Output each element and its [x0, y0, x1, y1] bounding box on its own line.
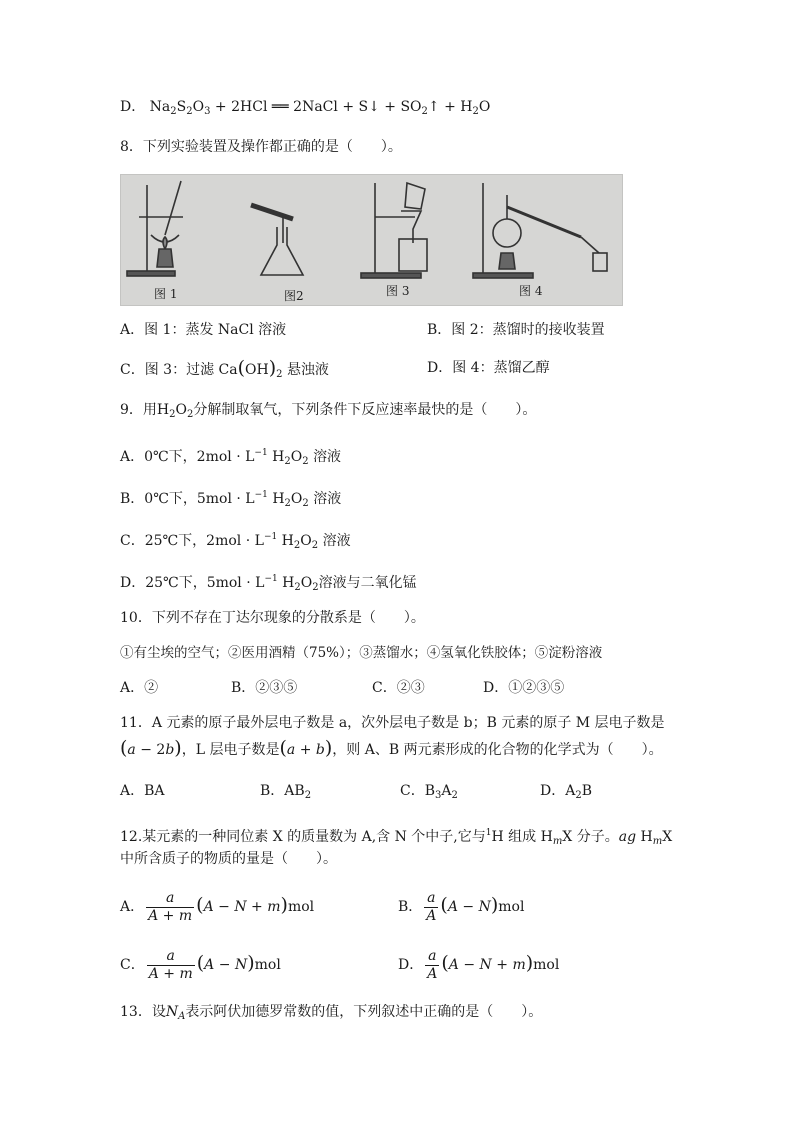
fig3-pour-beaker	[405, 183, 425, 209]
apparatus-drawing	[121, 175, 622, 305]
fig3-base	[361, 273, 421, 278]
fig3-caption: 图 3	[386, 284, 410, 298]
q13-stem: 13．设$N_A$表示阿伏加德罗常数的值，下列叙述中正确的是（ ）。	[120, 1004, 543, 1022]
q11-option-b: B．$AB_2$	[260, 783, 312, 801]
q10-option-a: A．②	[120, 680, 159, 696]
q11-option-a: A．BA	[120, 783, 165, 799]
q8-option-b: B．图 2：蒸馏时的接收装置	[427, 322, 605, 338]
q11-line2-end: ，则 A、B 两元素形成的化合物的化学式为（ ）。	[332, 742, 663, 758]
q11-line2: (a − 2b)，L 层电子数是(a + b)，则 A、B 两元素形成的化合物的化学式为（ ）。	[120, 737, 663, 759]
q11-line2-mid: ，L 层电子数是	[181, 742, 280, 758]
q10-option-d: D．①②③⑤	[483, 680, 565, 696]
q7-optd-label: D．	[120, 99, 146, 115]
q11-line1: 11．A 元素的原子最外层电子数是 a，次外层电子数是 b；B 元素的原子 M 层电子数是	[120, 715, 665, 731]
q9-option-c: C．25℃下，$2mol \cdot L^{-1}$ $H_2O_2$ 溶液	[120, 532, 351, 551]
q12-optd-label: D．	[398, 957, 424, 973]
q11-optb-text: B．AB	[260, 783, 305, 799]
q7-option-d: D． $Na_2S_2O_3 + 2HCl$ ══ 2NaCl + S↓ + $SO_2↑ + H_2O$	[120, 99, 491, 117]
fig1-glass-rod	[165, 181, 181, 235]
q11-optc-text: C．B	[400, 783, 435, 799]
fig4-base	[473, 273, 533, 278]
q10-stem: 10．下列不存在丁达尔现象的分散系是（ ）。	[120, 610, 425, 626]
fig4-caption: 图 4	[519, 284, 543, 298]
q12-line1-tail: X	[662, 829, 673, 845]
q9-opta-prefix: A．0℃下，2mol · L	[120, 449, 255, 465]
q12-opta-unit: mol	[287, 899, 315, 915]
q13-stem-prefix: 13．设	[120, 1004, 166, 1020]
q9-stem-prefix: 9．用	[120, 402, 157, 418]
fig3-funnel	[401, 211, 421, 243]
q10-option-b: B．②③⑤	[231, 680, 298, 696]
q8-option-d: D．图 4：蒸馏乙醇	[427, 360, 550, 376]
q9-option-b: B．0℃下，$5mol \cdot L^{-1}$ $H_2O_2$ 溶液	[120, 490, 342, 509]
q9-option-d: D．25℃下，$5mol \cdot L^{-1}$ $H_2O_2$溶液与二氧化锰	[120, 574, 417, 593]
q8-option-c: C．图 3：过滤 $Ca(OH)_2$ 悬浊液	[120, 357, 329, 380]
q12-optb-label: B．	[398, 899, 423, 915]
q12-option-c: C． $\frac{a}{A + m}$ (A − N)mol	[120, 947, 281, 982]
q9-optb-sol: 溶液	[313, 491, 342, 507]
fig4-lamp	[499, 253, 515, 269]
q12-option-b: B． $\frac{a}{A}$ (A − N)mol	[398, 889, 525, 924]
q8-stem: 8．下列实验装置及操作都正确的是（ ）。	[120, 139, 402, 155]
q13-stem-suffix: 表示阿伏加德罗常数的值，下列叙述中正确的是（ ）。	[185, 1004, 543, 1020]
q12-opta-label: A．	[120, 899, 145, 915]
fig4-flask	[493, 219, 521, 247]
q12-option-a: A． $\frac{a}{A + m}$ (A − N + m)mol	[120, 889, 315, 924]
q12-line1-end: X 分子。	[562, 829, 619, 845]
fig2-caption: 图2	[284, 289, 304, 303]
q9-opta-sol: 溶液	[313, 449, 342, 465]
fig3-beaker	[399, 239, 427, 271]
fig2-adapter	[251, 205, 293, 219]
q12-optc-label: C．	[120, 957, 145, 973]
q9-stem: 9．用$H_2O_2$分解制取氧气，下列条件下反应速率最快的是（ ）。	[120, 402, 537, 420]
q12-line2: 中所含质子的物质的量是（ ）。	[120, 851, 337, 867]
q8-option-a: A．图 1：蒸发 NaCl 溶液	[120, 322, 287, 338]
q12-line1-prefix: 12.某元素的一种同位素 X 的质量数为 A,含 N 个中子,它与	[120, 829, 486, 845]
q9-optb-prefix: B．0℃下，5mol · L	[120, 491, 255, 507]
fig1-caption: 图 1	[154, 287, 178, 301]
q10-option-c: C．②③	[372, 680, 425, 696]
q12-line1-mid: H 组成 H	[491, 829, 553, 845]
q12-optd-unit: mol	[533, 957, 560, 973]
fig4-receiver	[593, 253, 607, 271]
q8-optc-suffix: 悬浊液	[286, 362, 329, 378]
q9-optc-sol: 溶液	[322, 533, 351, 549]
q12-optb-unit: mol	[498, 899, 525, 915]
q8-apparatus-figure	[120, 174, 623, 306]
fig1-flame	[163, 237, 167, 249]
fig4-condenser	[507, 207, 581, 237]
q12-option-d: D． $\frac{a}{A}$ (A − N + m)mol	[398, 947, 560, 982]
q11-optd-text: D．A	[540, 783, 576, 799]
q9-option-a: A．0℃下，$2mol \cdot L^{-1}$ $H_2O_2$ 溶液	[120, 448, 342, 467]
q9-optd-suffix: 溶液与二氧化锰	[318, 575, 417, 591]
q12-line1: 12.某元素的一种同位素 X 的质量数为 A,含 N 个中子,它与$^1$H 组成 $H_mX$ 分子。ag $H_mX$	[120, 828, 673, 847]
q10-list: ①有尘埃的空气；②医用酒精（75%）；③蒸馏水；④氢氧化铁胶体；⑤淀粉溶液	[120, 645, 603, 661]
fig2-flask	[261, 227, 303, 275]
q12-optc-unit: mol	[254, 957, 281, 973]
q9-optd-prefix: D．25℃下，5mol · L	[120, 575, 265, 591]
q8-optc-prefix: C．图 3：过滤 Ca	[120, 362, 238, 378]
q9-optc-prefix: C．25℃下，2mol · L	[120, 533, 264, 549]
fig1-lamp	[157, 249, 173, 267]
fig4-adapter	[581, 237, 599, 253]
fig1-base	[127, 271, 175, 276]
q11-option-d: D．$A_2B$	[540, 783, 593, 801]
q11-option-c: C．$B_3A_2$	[400, 783, 458, 801]
q9-stem-suffix: 分解制取氧气，下列条件下反应速率最快的是（ ）。	[193, 402, 537, 418]
